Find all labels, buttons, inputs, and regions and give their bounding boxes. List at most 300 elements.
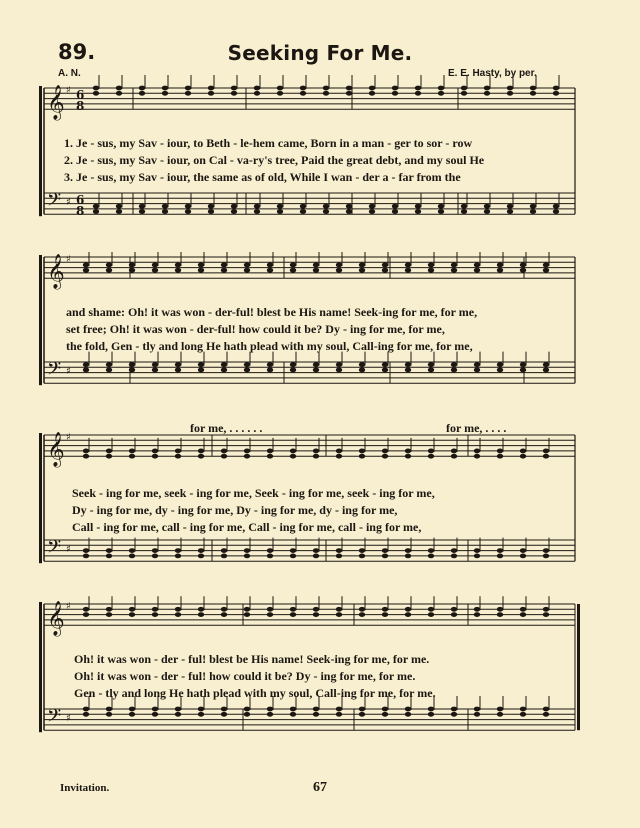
note-head xyxy=(93,204,99,209)
note-head xyxy=(474,362,480,367)
note-head xyxy=(415,209,421,214)
sharp-icon: ♯ xyxy=(66,366,71,377)
note-head xyxy=(553,91,559,96)
treble-clef-icon: 𝄞 xyxy=(47,601,65,636)
treble-clef-icon: 𝄞 xyxy=(47,432,65,467)
note-head xyxy=(405,707,411,712)
note-head xyxy=(520,607,526,612)
note-head xyxy=(451,612,457,617)
note-head xyxy=(497,268,503,273)
note-head xyxy=(474,454,480,459)
note-head xyxy=(520,368,526,373)
note-head xyxy=(428,263,434,268)
note-head xyxy=(497,368,503,373)
note-head xyxy=(129,263,135,268)
composer-credit: E. E. Hasty, by per. xyxy=(448,68,537,79)
note-head xyxy=(106,612,112,617)
note-head xyxy=(221,554,227,559)
note-head xyxy=(129,449,135,454)
note-head xyxy=(359,268,365,273)
note-head xyxy=(313,449,319,454)
note-head xyxy=(221,368,227,373)
note-head xyxy=(520,454,526,459)
note-head xyxy=(392,86,398,91)
note-head xyxy=(162,209,168,214)
note-head xyxy=(428,607,434,612)
note-head xyxy=(543,368,549,373)
note-head xyxy=(553,209,559,214)
note-head xyxy=(221,449,227,454)
note-head xyxy=(382,368,388,373)
note-head xyxy=(530,204,536,209)
note-head xyxy=(116,91,122,96)
note-head xyxy=(382,612,388,617)
note-head xyxy=(267,554,273,559)
note-head xyxy=(93,86,99,91)
note-head xyxy=(231,209,237,214)
note-head xyxy=(83,449,89,454)
note-head xyxy=(382,548,388,553)
note-head xyxy=(106,707,112,712)
note-head xyxy=(185,204,191,209)
note-head xyxy=(451,449,457,454)
note-head xyxy=(507,91,513,96)
note-head xyxy=(474,268,480,273)
note-head xyxy=(451,454,457,459)
note-head xyxy=(198,368,204,373)
note-head xyxy=(244,449,250,454)
note-head xyxy=(221,268,227,273)
note-head xyxy=(415,204,421,209)
note-head xyxy=(323,91,329,96)
note-head xyxy=(198,612,204,617)
note-head xyxy=(484,86,490,91)
note-head xyxy=(83,263,89,268)
note-head xyxy=(116,86,122,91)
note-head xyxy=(152,368,158,373)
note-head xyxy=(530,86,536,91)
note-head xyxy=(290,368,296,373)
note-head xyxy=(267,263,273,268)
note-head xyxy=(139,91,145,96)
note-head xyxy=(106,362,112,367)
note-head xyxy=(300,86,306,91)
note-head xyxy=(254,91,260,96)
note-head xyxy=(543,712,549,717)
note-head xyxy=(382,454,388,459)
lyric-line: Seek - ing for me, seek - ing for me, Seek - ing for me, seek - ing for me, xyxy=(72,486,435,500)
note-head xyxy=(221,707,227,712)
note-head xyxy=(530,91,536,96)
note-head xyxy=(520,362,526,367)
note-head xyxy=(507,86,513,91)
note-head xyxy=(198,454,204,459)
note-head xyxy=(313,263,319,268)
bass-clef-icon: 𝄢 xyxy=(47,706,62,731)
note-head xyxy=(175,554,181,559)
note-head xyxy=(428,707,434,712)
note-head xyxy=(484,204,490,209)
note-head xyxy=(267,362,273,367)
note-head xyxy=(336,268,342,273)
note-head xyxy=(267,368,273,373)
note-head xyxy=(323,204,329,209)
note-head xyxy=(451,554,457,559)
note-head xyxy=(83,607,89,612)
note-head xyxy=(267,707,273,712)
note-head xyxy=(162,204,168,209)
note-head xyxy=(267,548,273,553)
note-head xyxy=(543,362,549,367)
note-head xyxy=(359,263,365,268)
note-head xyxy=(359,707,365,712)
page-number: 67 xyxy=(313,780,327,795)
note-head xyxy=(346,86,352,91)
note-head xyxy=(208,86,214,91)
note-head xyxy=(198,707,204,712)
note-head xyxy=(267,268,273,273)
note-head xyxy=(221,454,227,459)
sharp-icon: ♯ xyxy=(66,254,71,265)
note-head xyxy=(254,204,260,209)
note-head xyxy=(290,707,296,712)
note-head xyxy=(198,607,204,612)
note-head xyxy=(313,707,319,712)
note-head xyxy=(461,86,467,91)
note-head xyxy=(428,554,434,559)
time-sig-6: 6 xyxy=(76,193,85,207)
note-head xyxy=(290,712,296,717)
note-head xyxy=(290,607,296,612)
note-head xyxy=(83,707,89,712)
note-head xyxy=(185,86,191,91)
lyric-line: Dy - ing for me, dy - ing for me, Dy - ing for me, dy - ing for me, xyxy=(72,503,398,517)
system-brace xyxy=(39,602,42,732)
note-head xyxy=(323,209,329,214)
note-head xyxy=(428,454,434,459)
note-head xyxy=(152,554,158,559)
note-head xyxy=(405,607,411,612)
sharp-icon: ♯ xyxy=(66,544,71,555)
note-head xyxy=(405,368,411,373)
note-head xyxy=(369,204,375,209)
note-head xyxy=(198,548,204,553)
hymn-number: 89. xyxy=(58,40,96,64)
note-head xyxy=(405,263,411,268)
note-head xyxy=(244,548,250,553)
note-head xyxy=(392,204,398,209)
note-head xyxy=(543,454,549,459)
note-head xyxy=(106,554,112,559)
note-head xyxy=(221,362,227,367)
note-head xyxy=(497,607,503,612)
note-head xyxy=(300,209,306,214)
note-head xyxy=(139,204,145,209)
note-head xyxy=(313,612,319,617)
note-head xyxy=(543,612,549,617)
note-head xyxy=(405,548,411,553)
note-head xyxy=(369,91,375,96)
note-head xyxy=(129,554,135,559)
note-head xyxy=(497,362,503,367)
note-head xyxy=(497,263,503,268)
note-head xyxy=(451,368,457,373)
note-head xyxy=(152,612,158,617)
note-head xyxy=(392,91,398,96)
note-head xyxy=(346,209,352,214)
note-head xyxy=(392,209,398,214)
note-head xyxy=(507,209,513,214)
note-head xyxy=(129,712,135,717)
note-head xyxy=(543,607,549,612)
lyric-line: 2. Je - sus, my Sav - iour, on Cal - va-ry's tree, Paid the great debt, and my soul He xyxy=(64,153,485,167)
note-head xyxy=(175,607,181,612)
note-head xyxy=(290,449,296,454)
note-head xyxy=(369,209,375,214)
note-head xyxy=(484,91,490,96)
note-head xyxy=(106,449,112,454)
note-head xyxy=(290,612,296,617)
note-head xyxy=(175,707,181,712)
note-head xyxy=(520,707,526,712)
note-head xyxy=(175,712,181,717)
note-head xyxy=(359,548,365,553)
note-head xyxy=(129,368,135,373)
note-head xyxy=(382,712,388,717)
lyric-line: Call - ing for me, call - ing for me, Call - ing for me, call - ing for me, xyxy=(72,520,422,534)
note-head xyxy=(313,362,319,367)
note-head xyxy=(336,554,342,559)
note-head xyxy=(520,449,526,454)
note-head xyxy=(359,554,365,559)
note-head xyxy=(313,548,319,553)
note-head xyxy=(83,612,89,617)
note-head xyxy=(198,554,204,559)
lyric-line: Oh! it was won - der - ful! blest be His name! Seek-ing for me, for me. xyxy=(74,652,430,666)
note-head xyxy=(543,268,549,273)
note-head xyxy=(185,209,191,214)
note-head xyxy=(415,86,421,91)
lyric-line: and shame: Oh! it was won - der-ful! blest be His name! Seek-ing for me, for me, xyxy=(66,305,478,319)
note-head xyxy=(428,712,434,717)
note-head xyxy=(152,449,158,454)
note-head xyxy=(428,368,434,373)
note-head xyxy=(497,554,503,559)
note-head xyxy=(83,548,89,553)
note-head xyxy=(152,362,158,367)
note-head xyxy=(106,607,112,612)
note-head xyxy=(152,263,158,268)
bass-clef-icon: 𝄢 xyxy=(47,359,62,384)
note-head xyxy=(267,612,273,617)
note-head xyxy=(175,612,181,617)
note-head xyxy=(83,362,89,367)
note-head xyxy=(474,712,480,717)
note-head xyxy=(497,548,503,553)
note-head xyxy=(244,554,250,559)
note-head xyxy=(415,91,421,96)
note-head xyxy=(152,707,158,712)
note-head xyxy=(129,268,135,273)
note-head xyxy=(336,362,342,367)
note-head xyxy=(244,263,250,268)
note-head xyxy=(116,209,122,214)
note-head xyxy=(106,548,112,553)
note-head xyxy=(553,86,559,91)
note-head xyxy=(474,548,480,553)
note-head xyxy=(313,554,319,559)
note-head xyxy=(323,86,329,91)
note-head xyxy=(336,607,342,612)
lyric-line: Gen - tly and long He hath plead with my soul, Call-ing for me, for me. xyxy=(74,686,436,700)
note-head xyxy=(359,607,365,612)
note-head xyxy=(267,712,273,717)
note-head xyxy=(129,607,135,612)
note-head xyxy=(277,209,283,214)
lyric-line: set free; Oh! it was won - der-ful! how could it be? Dy - ing for me, for me, xyxy=(66,322,445,336)
note-head xyxy=(405,712,411,717)
note-head xyxy=(497,454,503,459)
bass-clef-icon: 𝄢 xyxy=(47,190,62,215)
note-head xyxy=(208,204,214,209)
note-head xyxy=(277,91,283,96)
note-head xyxy=(451,712,457,717)
note-head xyxy=(474,612,480,617)
note-head xyxy=(346,204,352,209)
system-brace xyxy=(39,433,42,563)
note-head xyxy=(162,86,168,91)
system-brace xyxy=(39,255,42,385)
note-head xyxy=(93,91,99,96)
note-head xyxy=(244,707,250,712)
note-head xyxy=(231,91,237,96)
note-head xyxy=(277,86,283,91)
note-head xyxy=(106,454,112,459)
note-head xyxy=(382,362,388,367)
time-sig-8: 8 xyxy=(76,99,85,113)
note-head xyxy=(451,607,457,612)
note-head xyxy=(451,548,457,553)
note-head xyxy=(336,548,342,553)
sharp-icon: ♯ xyxy=(66,432,71,443)
note-head xyxy=(300,91,306,96)
note-head xyxy=(405,454,411,459)
note-head xyxy=(313,268,319,273)
note-head xyxy=(359,454,365,459)
note-head xyxy=(405,612,411,617)
note-head xyxy=(290,263,296,268)
note-head xyxy=(244,268,250,273)
note-head xyxy=(405,362,411,367)
note-head xyxy=(382,268,388,273)
note-head xyxy=(497,707,503,712)
lyric-line: the fold, Gen - tly and long He hath plead with my soul, Call-ing for me, for me, xyxy=(66,339,473,353)
note-head xyxy=(438,209,444,214)
note-head xyxy=(83,268,89,273)
note-head xyxy=(290,268,296,273)
note-head xyxy=(231,204,237,209)
note-head xyxy=(428,612,434,617)
note-head xyxy=(451,263,457,268)
note-head xyxy=(313,712,319,717)
note-head xyxy=(300,204,306,209)
note-head xyxy=(520,612,526,617)
note-head xyxy=(530,209,536,214)
note-head xyxy=(267,449,273,454)
note-head xyxy=(198,362,204,367)
note-head xyxy=(198,263,204,268)
note-head xyxy=(382,607,388,612)
note-head xyxy=(484,209,490,214)
note-head xyxy=(520,548,526,553)
note-head xyxy=(313,607,319,612)
note-head xyxy=(451,362,457,367)
note-head xyxy=(520,263,526,268)
note-head xyxy=(290,554,296,559)
note-head xyxy=(336,707,342,712)
note-head xyxy=(346,91,352,96)
note-head xyxy=(244,454,250,459)
note-head xyxy=(106,368,112,373)
note-head xyxy=(543,548,549,553)
note-head xyxy=(359,612,365,617)
note-head xyxy=(461,204,467,209)
note-head xyxy=(382,707,388,712)
note-head xyxy=(336,449,342,454)
note-head xyxy=(382,263,388,268)
sharp-icon: ♯ xyxy=(66,713,71,724)
note-head xyxy=(451,268,457,273)
note-head xyxy=(553,204,559,209)
note-head xyxy=(139,86,145,91)
note-head xyxy=(221,263,227,268)
note-head xyxy=(336,712,342,717)
hymn-title: Seeking For Me. xyxy=(227,41,413,65)
note-head xyxy=(221,607,227,612)
note-head xyxy=(83,712,89,717)
note-head xyxy=(208,91,214,96)
time-sig-8: 8 xyxy=(76,204,85,218)
note-head xyxy=(474,368,480,373)
note-head xyxy=(139,209,145,214)
note-head xyxy=(438,91,444,96)
treble-clef-icon: 𝄞 xyxy=(47,85,65,120)
note-head xyxy=(428,268,434,273)
note-head xyxy=(369,86,375,91)
note-head xyxy=(175,263,181,268)
note-head xyxy=(405,554,411,559)
tune-name: Invitation. xyxy=(60,782,110,794)
note-head xyxy=(336,612,342,617)
note-head xyxy=(244,712,250,717)
note-head xyxy=(175,454,181,459)
note-head xyxy=(474,607,480,612)
note-head xyxy=(129,548,135,553)
note-head xyxy=(83,554,89,559)
note-head xyxy=(152,607,158,612)
note-head xyxy=(543,707,549,712)
note-head xyxy=(520,554,526,559)
lyric-line: Oh! it was won - der - ful! how could it be? Dy - ing for me, for me. xyxy=(74,669,416,683)
sharp-icon: ♯ xyxy=(66,601,71,612)
lyric-line: 1. Je - sus, my Sav - iour, to Beth - le-hem came, Born in a man - ger to sor - row xyxy=(64,136,473,150)
note-head xyxy=(175,449,181,454)
note-head xyxy=(221,712,227,717)
bass-clef-icon: 𝄢 xyxy=(47,537,62,562)
note-head xyxy=(198,268,204,273)
note-head xyxy=(290,454,296,459)
system-brace xyxy=(39,86,42,216)
